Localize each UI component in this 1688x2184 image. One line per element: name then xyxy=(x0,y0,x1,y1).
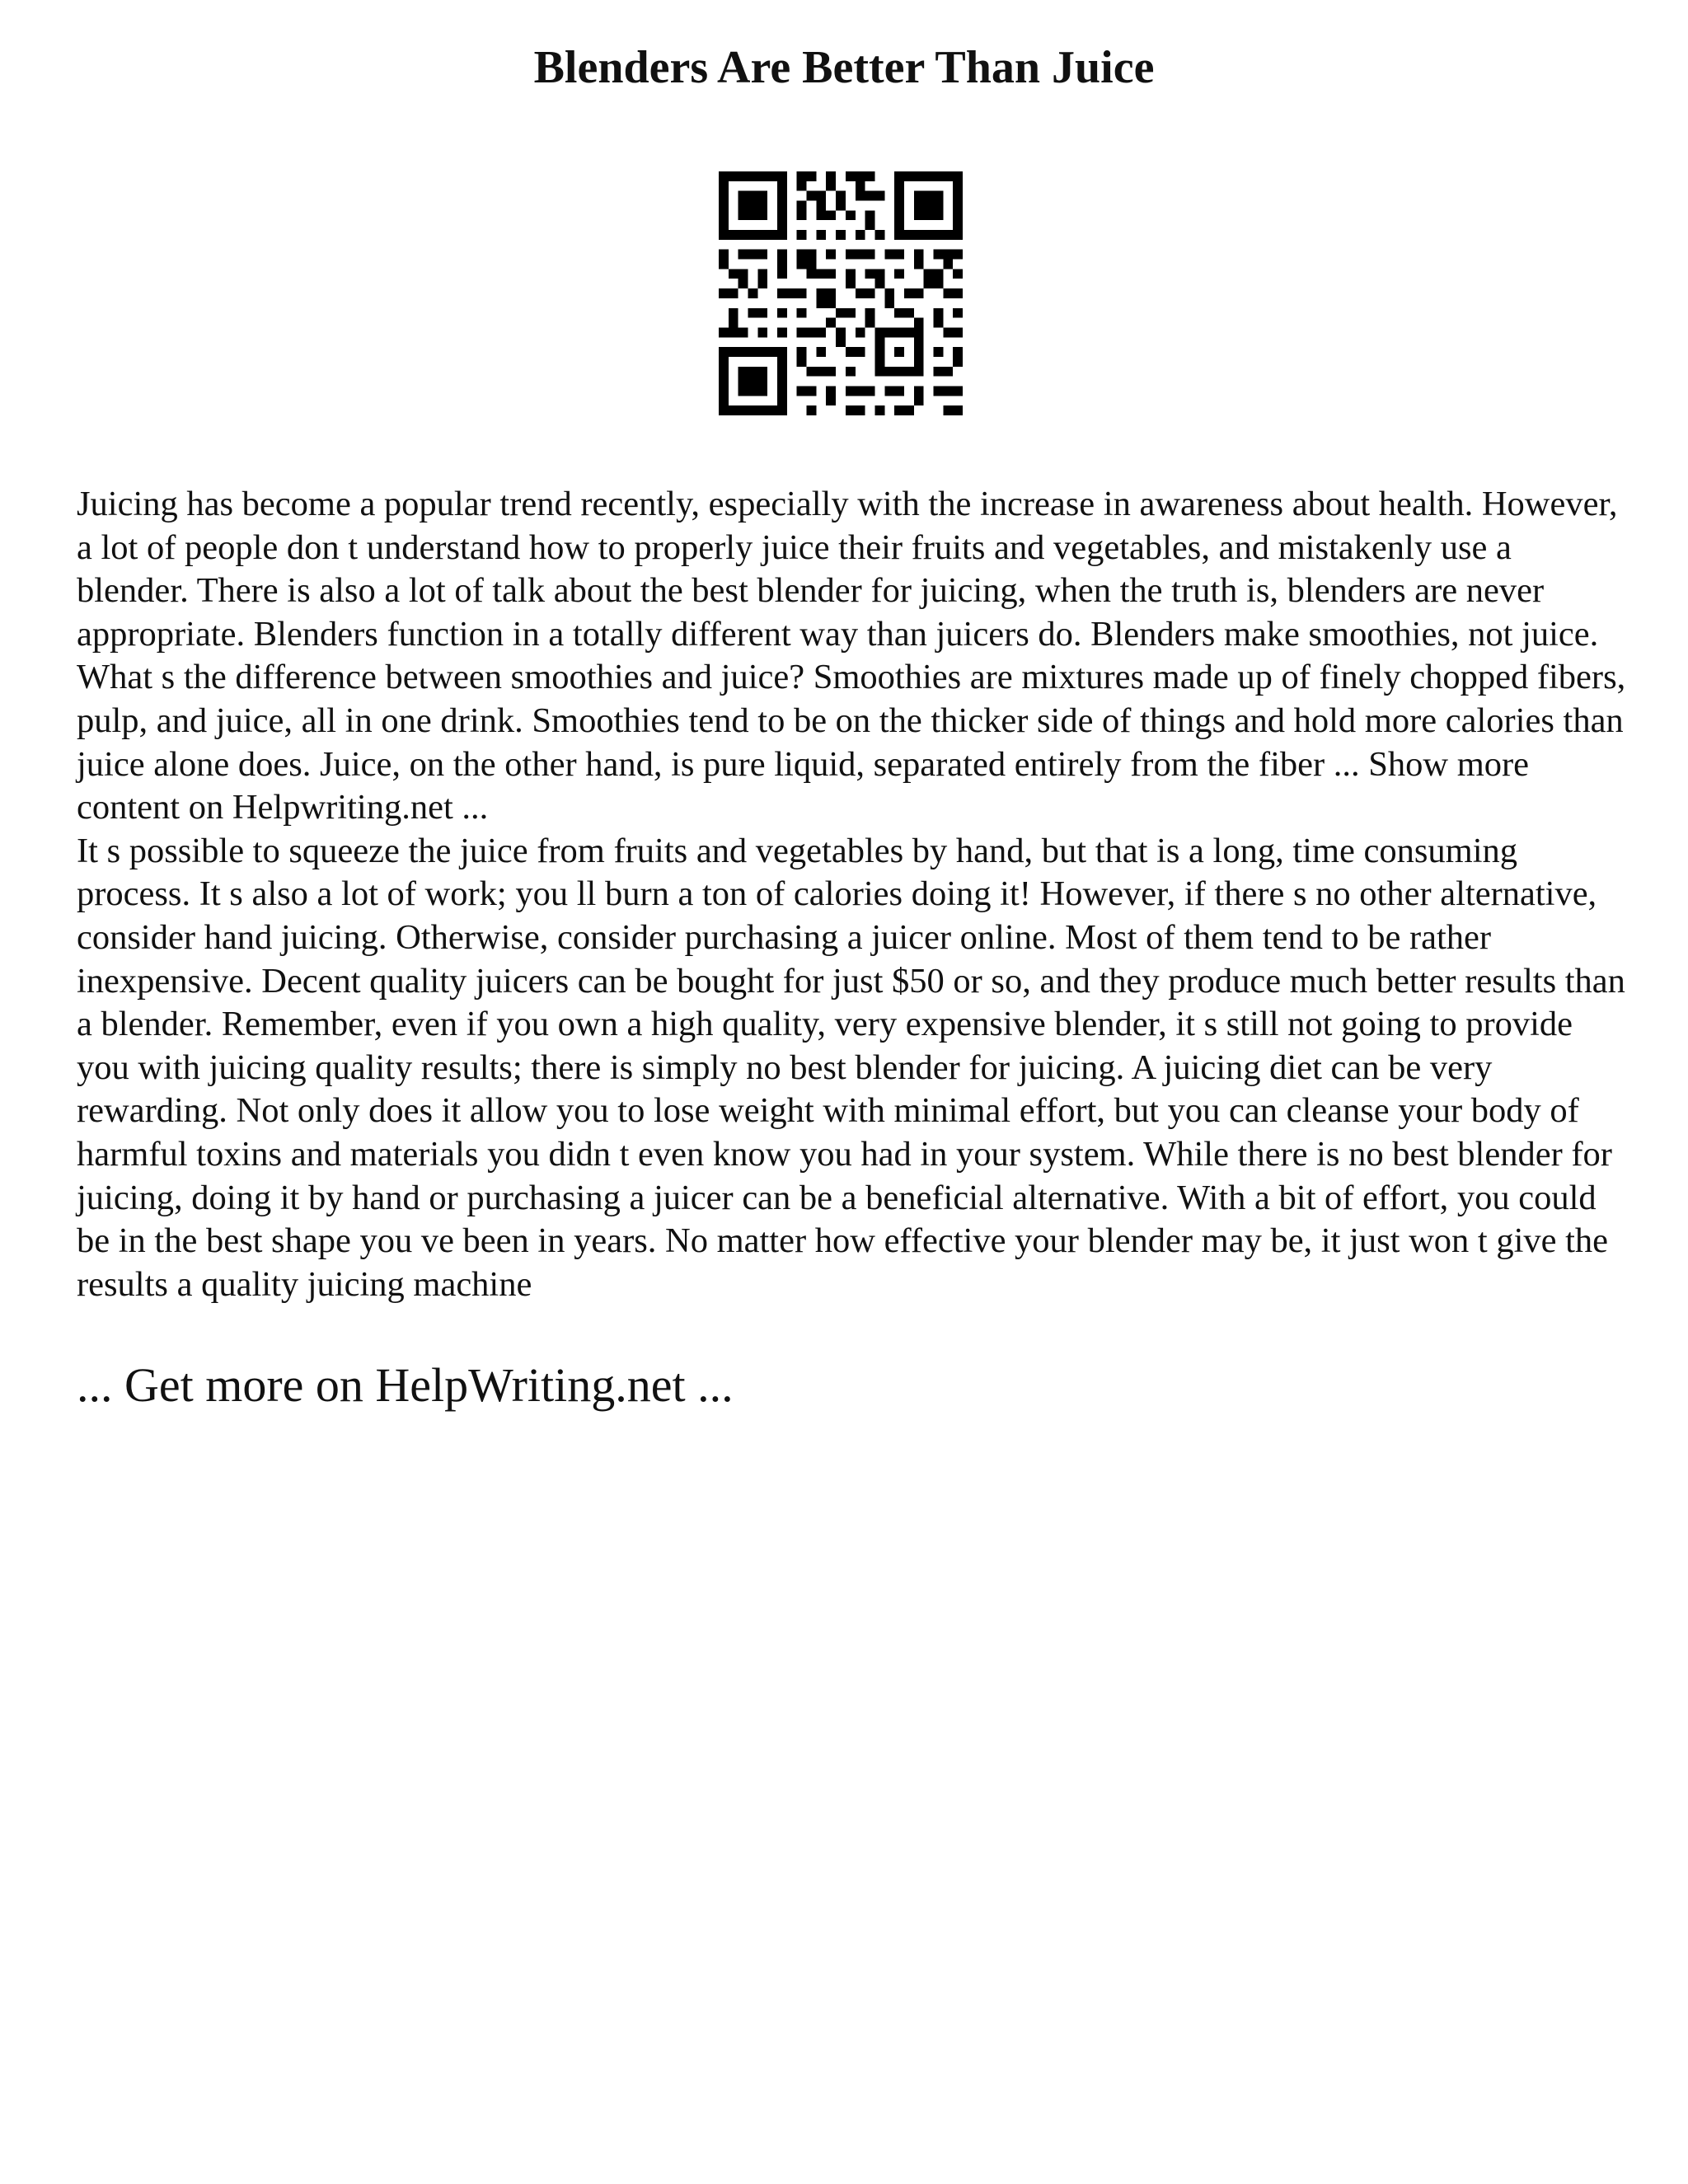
qr-code-icon xyxy=(719,171,963,415)
page-title: Blenders Are Better Than Juice xyxy=(533,42,1155,93)
paragraph: Juicing has become a popular trend recently, especially with the increase in awareness about health. However, a lot of people don t understand how to properly juice their fruits and vegetables, and mistakenly use a blender. There is also a lot of talk about the best blender for juicing, when the truth is, blenders are never appropriate. Blenders function in a totally different way than juicers do. Blenders make smoothies, not juice. What s the difference between smoothies and juice? Smoothies are mixtures made up of finely chopped fibers, pulp, and juice, all in one drink. Smoothies tend to be on the thicker side of things and hold more calories than juice alone does. Juice, on the other hand, is pure liquid, separated entirely from the fiber ... Show more content on Helpwriting.net ... xyxy=(77,485,1626,827)
article-body xyxy=(77,483,1630,1306)
paragraph: It s possible to squeeze the juice from fruits and vegetables by hand, but that is a long, time consuming process. It s also a lot of work; you ll burn a ton of calories doing it! However, if there s no other alternative, consider hand juicing. Otherwise, consider purchasing a juicer online. Most of them tend to be rather inexpensive. Decent quality juicers can be bought for just $50 or so, and they produce much better results than a blender. Remember, even if you own a high quality, very expensive blender, it s still not going to provide you with juicing quality results; there is simply no best blender for juicing. A juicing diet can be very rewarding. Not only does it allow you to lose weight with minimal effort, but you can cleanse your body of harmful toxins and materials you didn t even know you had in your system. While there is no best blender for juicing, doing it by hand or purchasing a juicer can be a beneficial alternative. With a bit of effort, you could be in the best shape you ve been in years. No matter how effective your blender may be, it just won t give the results a quality juicing machine xyxy=(77,831,1625,1304)
get-more-link[interactable]: ... Get more on HelpWriting.net ... xyxy=(77,1358,734,1412)
